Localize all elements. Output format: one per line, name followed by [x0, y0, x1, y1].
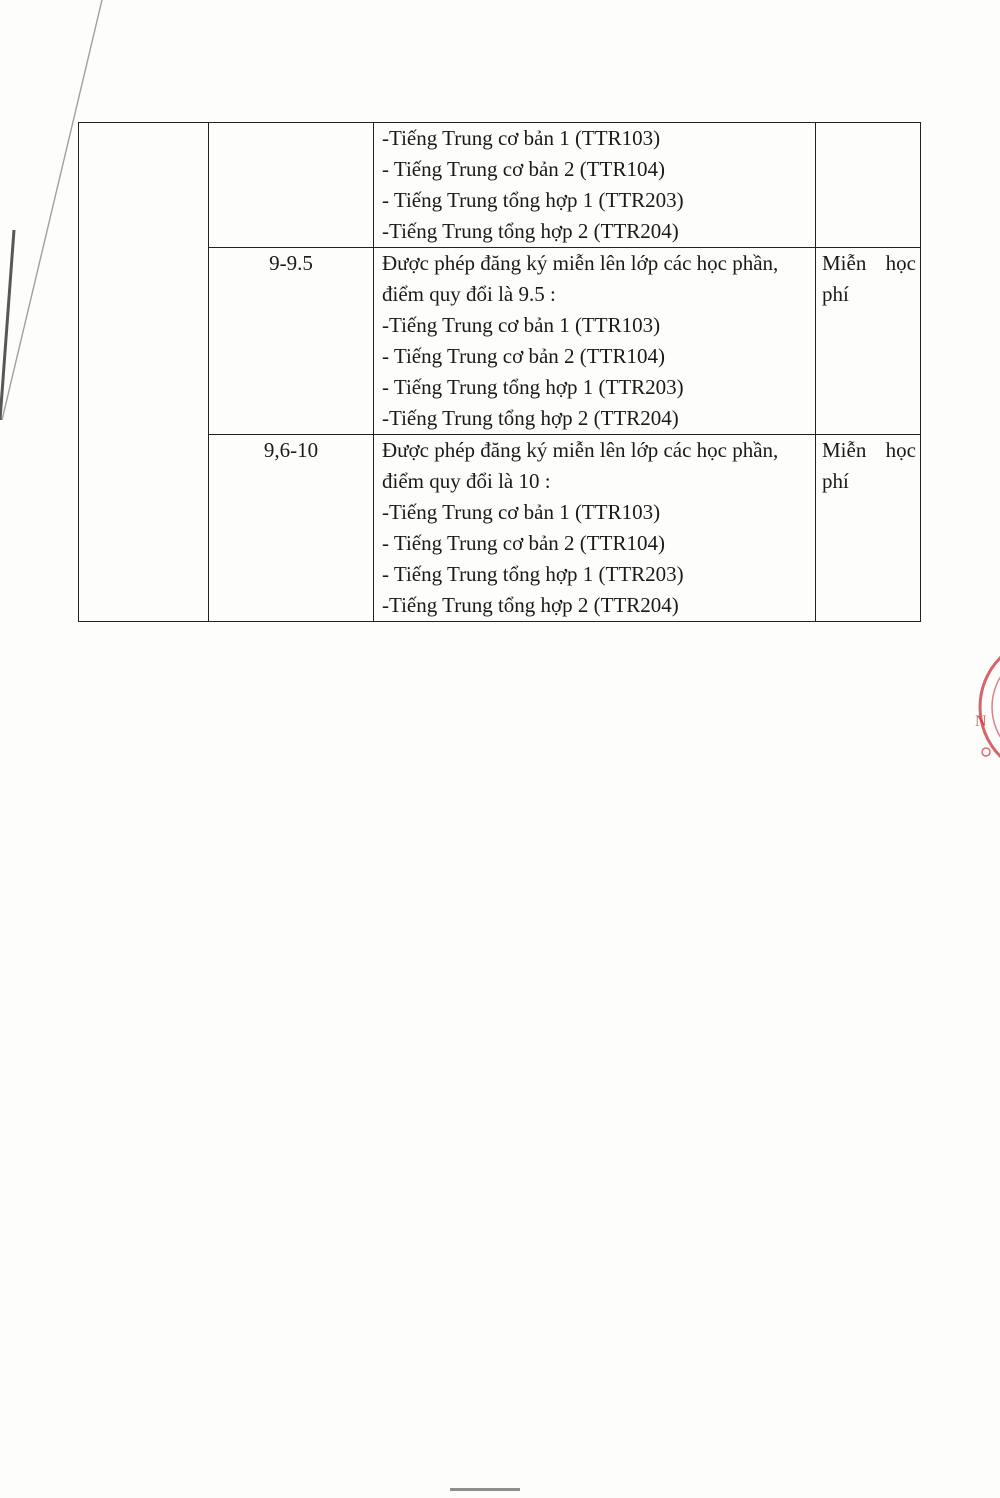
content-line: -Tiếng Trung tổng hợp 2 (TTR204): [382, 406, 679, 430]
scan-footer-mark: [450, 1488, 520, 1491]
content-line: - Tiếng Trung cơ bản 2 (TTR104): [382, 531, 665, 555]
fee-cell: [816, 435, 921, 622]
fee-text-2: phí: [822, 282, 849, 306]
content-line: -Tiếng Trung tổng hợp 2 (TTR204): [382, 593, 679, 617]
table-row: [79, 123, 921, 248]
score-range: 9,6-10: [263, 438, 319, 462]
content-line: -Tiếng Trung tổng hợp 2 (TTR204): [382, 219, 679, 243]
fee-cell: [816, 248, 921, 435]
content-line: điểm quy đổi là 10 :: [382, 469, 551, 493]
stamp-letter: N: [975, 713, 987, 730]
score-range-cell: [209, 435, 374, 622]
content-line: điểm quy đổi là 9.5 :: [382, 282, 556, 306]
content-line: - Tiếng Trung cơ bản 2 (TTR104): [382, 344, 665, 368]
score-range-cell: [209, 248, 374, 435]
official-stamp-icon: [955, 612, 1000, 802]
content-cell: [374, 123, 816, 248]
content-line: - Tiếng Trung cơ bản 2 (TTR104): [382, 157, 665, 181]
content-line: Được phép đăng ký miễn lên lớp các học phần,: [382, 438, 779, 462]
fee-text: Miễn học: [822, 251, 916, 275]
exemption-table: [78, 122, 921, 622]
content-line: -Tiếng Trung cơ bản 1 (TTR103): [382, 500, 661, 524]
score-range-cell: [209, 123, 374, 248]
content-line: Được phép đăng ký miễn lên lớp các học phần,: [382, 251, 779, 275]
fee-text: Miễn học: [822, 438, 916, 462]
content-line: - Tiếng Trung tổng hợp 1 (TTR203): [382, 562, 684, 586]
content-line: -Tiếng Trung cơ bản 1 (TTR103): [382, 313, 661, 337]
content-cell: [374, 435, 816, 622]
content-cell: [374, 248, 816, 435]
fee-cell: [816, 123, 921, 248]
content-line: -Tiếng Trung cơ bản 1 (TTR103): [382, 126, 661, 150]
fee-text-2: phí: [822, 469, 849, 493]
score-range: 9-9.5: [269, 251, 313, 275]
merged-category-cell: [79, 123, 209, 622]
content-line: - Tiếng Trung tổng hợp 1 (TTR203): [382, 375, 684, 399]
content-line: - Tiếng Trung tổng hợp 1 (TTR203): [382, 188, 684, 212]
